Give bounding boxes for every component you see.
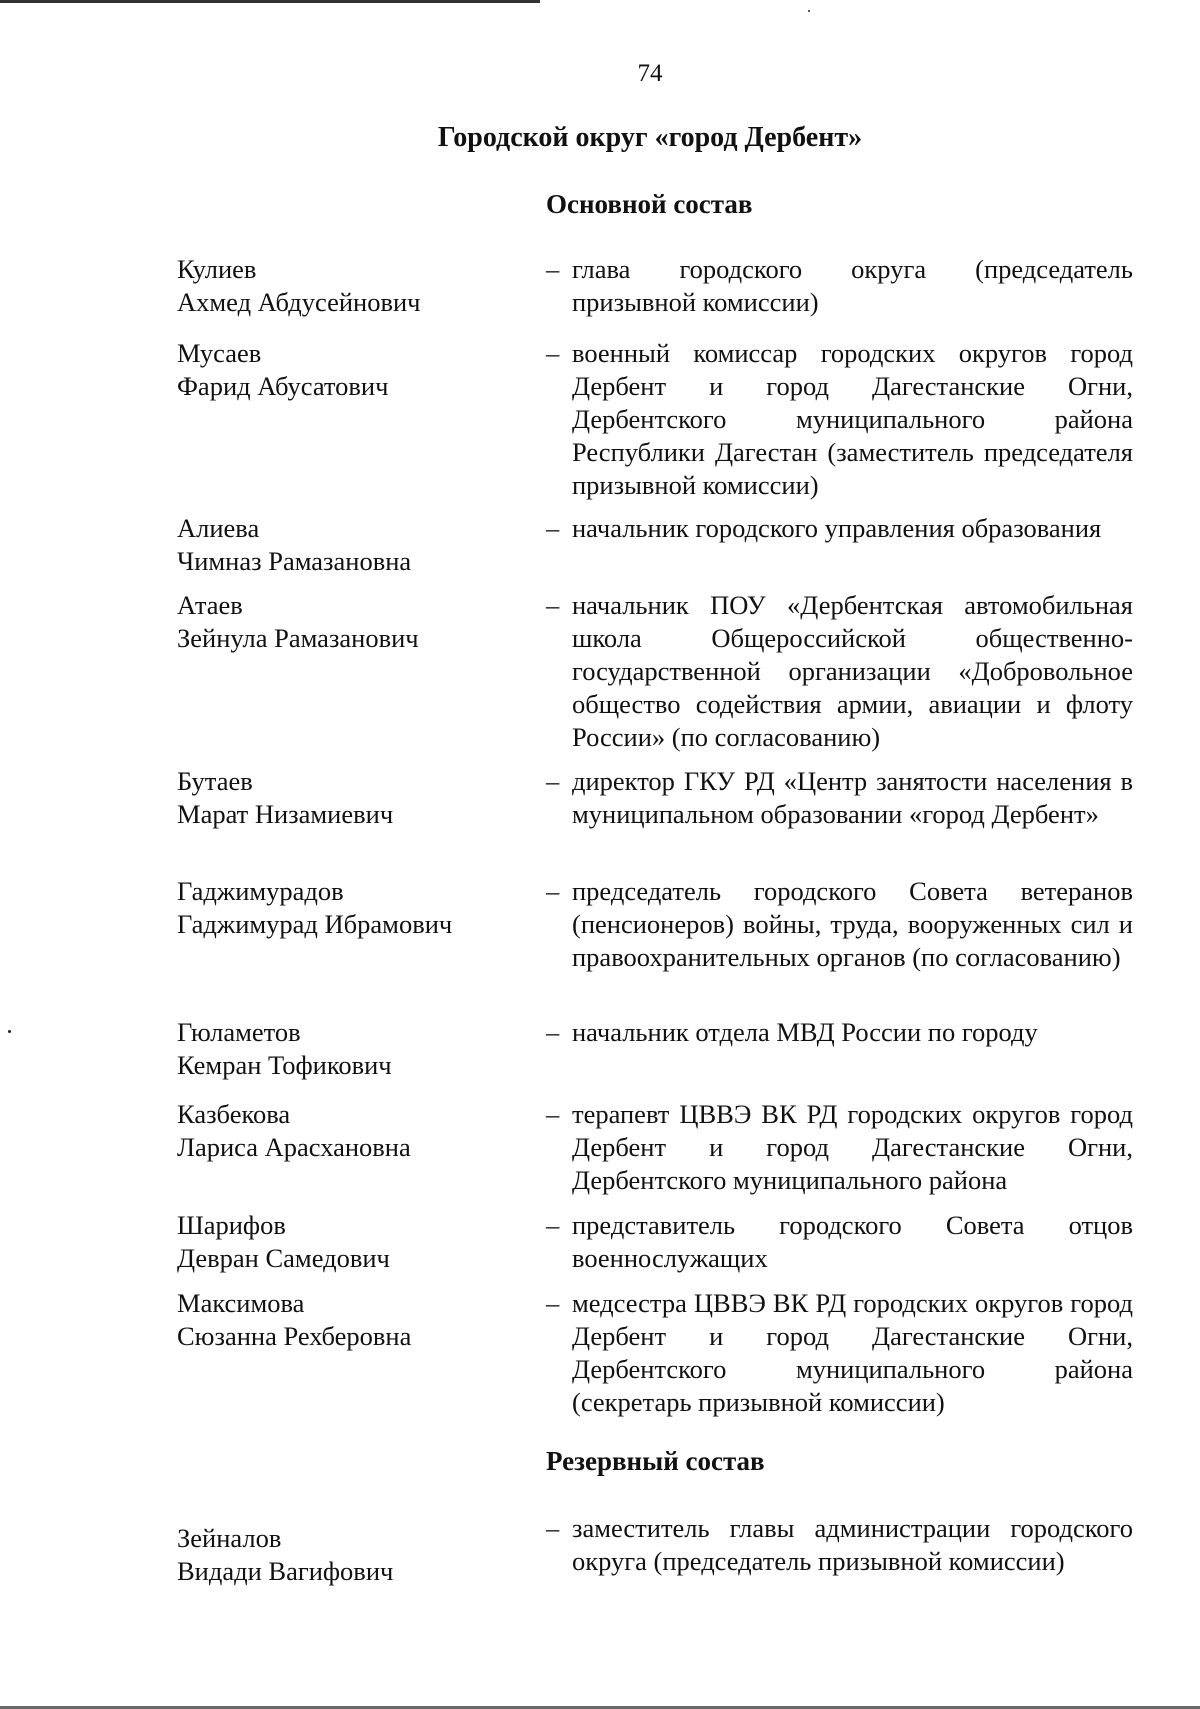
member-surname: Шарифов <box>177 1210 286 1240</box>
dash: – <box>546 766 560 796</box>
dash: – <box>546 1288 560 1318</box>
member-role: глава городского округа (председатель призывной комиссии) <box>572 254 1133 317</box>
dash: – <box>546 590 560 620</box>
member-name <box>177 589 537 655</box>
member-role: терапевт ЦВВЭ ВК РД городских округов город Дербент и город Дагестанские Огни, Дербентского муниципального района <box>572 1099 1133 1195</box>
member-given-name: Девран Самедович <box>177 1243 390 1273</box>
member-name <box>177 875 537 941</box>
member-name <box>177 1287 537 1353</box>
member-surname: Казбекова <box>177 1099 291 1129</box>
member-name <box>177 765 537 831</box>
member-given-name: Зейнула Рамазанович <box>177 623 419 653</box>
member-name <box>177 1098 537 1164</box>
member-given-name: Чимназ Рамазановна <box>177 546 412 576</box>
scan-edge-top <box>0 0 540 3</box>
member-given-name: Лариса Арасхановна <box>177 1132 411 1162</box>
member-role: представитель городского Совета отцов военнослужащих <box>572 1210 1133 1273</box>
member-role: начальник ПОУ «Дербентская автомобильная школа Общероссийской общественно-государственной организации «Добровольное общество содействия армии, авиации и флоту России» (по согласованию) <box>572 590 1133 752</box>
member-surname: Мусаев <box>177 338 262 368</box>
dash: – <box>546 338 560 368</box>
member-given-name: Ахмед Абдусейнович <box>177 287 421 317</box>
dash: – <box>546 1210 560 1240</box>
member-surname: Бутаев <box>177 766 253 796</box>
scan-speck <box>8 1030 11 1033</box>
member-surname: Атаев <box>177 590 243 620</box>
member-surname: Максимова <box>177 1288 305 1318</box>
member-given-name: Кемран Тофикович <box>177 1050 392 1080</box>
member-role: председатель городского Совета ветеранов (пенсионеров) войны, труда, вооруженных сил и правоохранительных органов (по согласованию) <box>572 876 1133 972</box>
member-given-name: Фарид Абусатович <box>177 371 389 401</box>
member-name <box>177 1209 537 1275</box>
member-role: директор ГКУ РД «Центр занятости населения в муниципальном образовании «город Дербент» <box>572 766 1133 829</box>
member-surname: Кулиев <box>177 254 257 284</box>
dash: – <box>546 876 560 906</box>
member-role: начальник отдела МВД России по городу <box>572 1017 1038 1047</box>
member-role: заместитель главы администрации городского округа (председатель призывной комиссии) <box>572 1513 1133 1576</box>
member-surname: Гюламетов <box>177 1017 301 1047</box>
reserve-composition-heading: Резервный состав <box>546 1446 765 1476</box>
member-given-name: Марат Низамиевич <box>177 799 394 829</box>
member-name <box>177 512 537 578</box>
main-composition-heading: Основной состав <box>546 189 753 219</box>
dash: – <box>546 1017 560 1047</box>
member-given-name: Сюзанна Рехберовна <box>177 1321 412 1351</box>
dash: – <box>546 1099 560 1129</box>
member-given-name: Видади Вагифович <box>177 1556 394 1586</box>
scan-speck <box>808 10 810 12</box>
page-number: 74 <box>637 60 663 87</box>
member-surname: Алиева <box>177 513 260 543</box>
dash: – <box>546 513 560 543</box>
member-surname: Гаджимурадов <box>177 876 344 906</box>
member-given-name: Гаджимурад Ибрамович <box>177 909 453 939</box>
member-role: военный комиссар городских округов город Дербент и город Дагестанские Огни, Дербентского муниципального района Республики Дагестан (заместитель председателя призывной комиссии) <box>572 338 1133 500</box>
member-name <box>177 1016 537 1082</box>
member-surname: Зейналов <box>177 1523 282 1553</box>
document-title: Городской округ «город Дербент» <box>437 122 863 153</box>
member-name <box>177 253 537 319</box>
member-name <box>177 1522 537 1588</box>
member-name <box>177 337 537 403</box>
dash: – <box>546 1513 560 1543</box>
member-role: начальник городского управления образования <box>572 513 1102 543</box>
member-role: медсестра ЦВВЭ ВК РД городских округов город Дербент и город Дагестанские Огни, Дербентского муниципального района (секретарь призывной комиссии) <box>572 1288 1133 1417</box>
dash: – <box>546 254 560 284</box>
